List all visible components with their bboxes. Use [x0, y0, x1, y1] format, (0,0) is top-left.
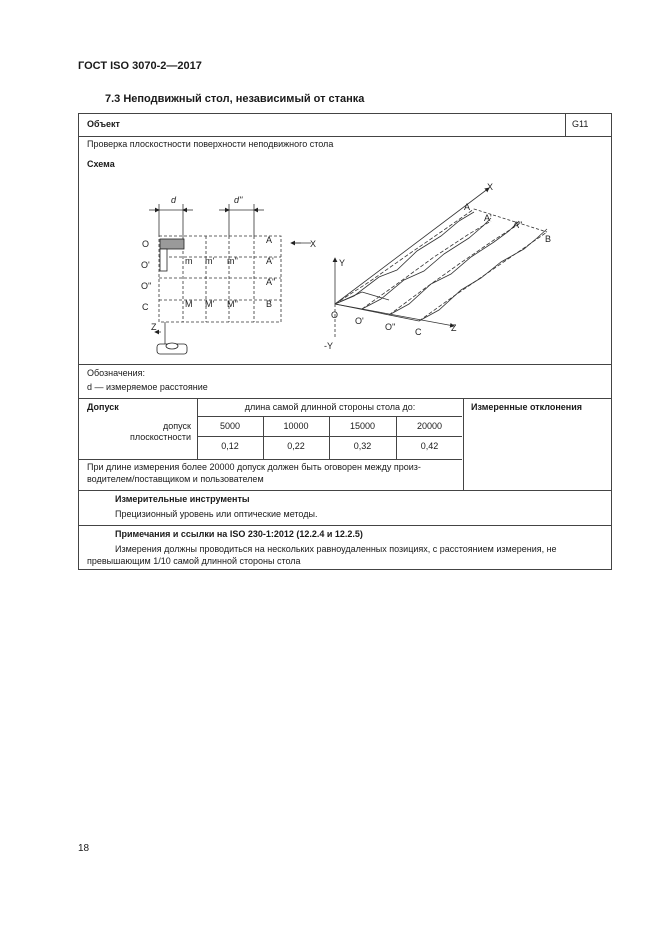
plan-label-O2: O'' — [141, 281, 152, 291]
tolerance-value-1: 0,12 — [221, 441, 239, 451]
plan-label-M2: M'' — [227, 299, 238, 309]
plan-label-C: C — [142, 302, 149, 312]
document-header: ГОСТ ISO 3070-2—2017 — [78, 60, 202, 72]
length-15000: 15000 — [349, 421, 376, 431]
designations-label: Обозначения: — [87, 368, 146, 378]
notes-line2: превышающим 1/10 самой длинной стороны стола — [87, 556, 301, 566]
plan-label-d: d — [171, 195, 177, 205]
tolerance-row-label-2: плоскостности — [129, 432, 191, 442]
iso-label-Z: Z — [451, 323, 457, 333]
plan-label-m1: m' — [205, 256, 215, 266]
iso-label-O: O — [331, 310, 339, 320]
scheme-label: Схема — [87, 159, 115, 169]
code-divider — [565, 114, 566, 136]
object-code: G11 — [572, 119, 589, 129]
row-divider — [79, 525, 611, 526]
iso-label-C: C — [415, 327, 422, 337]
row-divider — [79, 490, 611, 491]
plan-label-A2: A'' — [266, 277, 276, 287]
notes-label: Примечания и ссылки на ISO 230-1:2012 (12.2.4 и 12.2.5) — [115, 529, 363, 539]
tolerance-value-2: 0,22 — [287, 441, 305, 451]
tolerance-label: Допуск — [87, 402, 119, 412]
row-divider — [79, 398, 611, 399]
tolerance-value-3: 0,32 — [353, 441, 372, 451]
measured-label: Измеренные отклонения — [471, 402, 583, 412]
iso-label-Y: Y — [339, 258, 346, 268]
plan-label-M: M — [185, 299, 193, 309]
notes-line1: Измерения должны проводиться на нескольких равноудаленных позициях, с расстоянием измерения, не — [115, 544, 557, 554]
plan-label-B: B — [266, 299, 273, 309]
plan-label-O1: O' — [141, 260, 150, 270]
tolerance-value-4: 0,42 — [420, 441, 439, 451]
plan-label-m: m — [185, 256, 193, 266]
plan-label-d2: d'' — [234, 195, 243, 205]
tolerance-note-line2: водителем/поставщиком и пользователем — [87, 474, 264, 484]
isometric-view — [335, 188, 547, 339]
plan-label-O: O — [142, 239, 150, 249]
length-10000: 10000 — [283, 421, 309, 431]
length-20000: 20000 — [416, 421, 443, 431]
plan-label-M1: M' — [205, 299, 215, 309]
tolerance-note-line1: При длине измерения более 20000 допуск должен быть оговорен между произ- — [87, 462, 421, 472]
iso-label-B: B — [545, 234, 552, 244]
tolerance-row-label-1: допуск — [163, 421, 191, 431]
plan-label-A: A — [266, 235, 273, 245]
isometric-labels — [324, 182, 551, 351]
iso-label-A2: A'' — [513, 220, 523, 230]
object-description: Проверка плоскостности поверхности неподвижного стола — [87, 139, 334, 149]
instruments-label: Измерительные инструменты — [115, 494, 250, 504]
row-divider — [79, 364, 611, 365]
object-label: Объект — [87, 119, 120, 129]
instruments-text: Прецизионный уровень или оптические методы. — [115, 509, 318, 519]
iso-label-A: A — [464, 202, 471, 212]
scheme-diagram — [79, 174, 611, 364]
plan-label-Z: Z — [151, 322, 157, 332]
iso-label-negY: -Y — [324, 341, 333, 351]
plan-label-m2: m'' — [227, 256, 238, 266]
plan-label-A1: A' — [266, 256, 274, 266]
iso-label-X: X — [487, 182, 494, 192]
iso-label-O1: O' — [355, 316, 364, 326]
measured-col-divider — [463, 398, 464, 490]
length-5000: 5000 — [219, 421, 241, 431]
length-header: длина самой длинной стороны стола до: — [244, 402, 416, 412]
spec-table — [78, 113, 612, 570]
row-divider — [79, 136, 611, 137]
plan-label-X: X — [310, 239, 317, 249]
iso-label-A1: A' — [484, 213, 492, 223]
plan-view — [149, 204, 311, 354]
row-divider — [79, 459, 462, 460]
iso-label-O2: O'' — [385, 322, 396, 332]
section-title: 7.3 Неподвижный стол, независимый от станка — [105, 93, 365, 105]
page-number: 18 — [78, 843, 90, 854]
designations-d: d — измеряемое расстояние — [87, 382, 208, 392]
